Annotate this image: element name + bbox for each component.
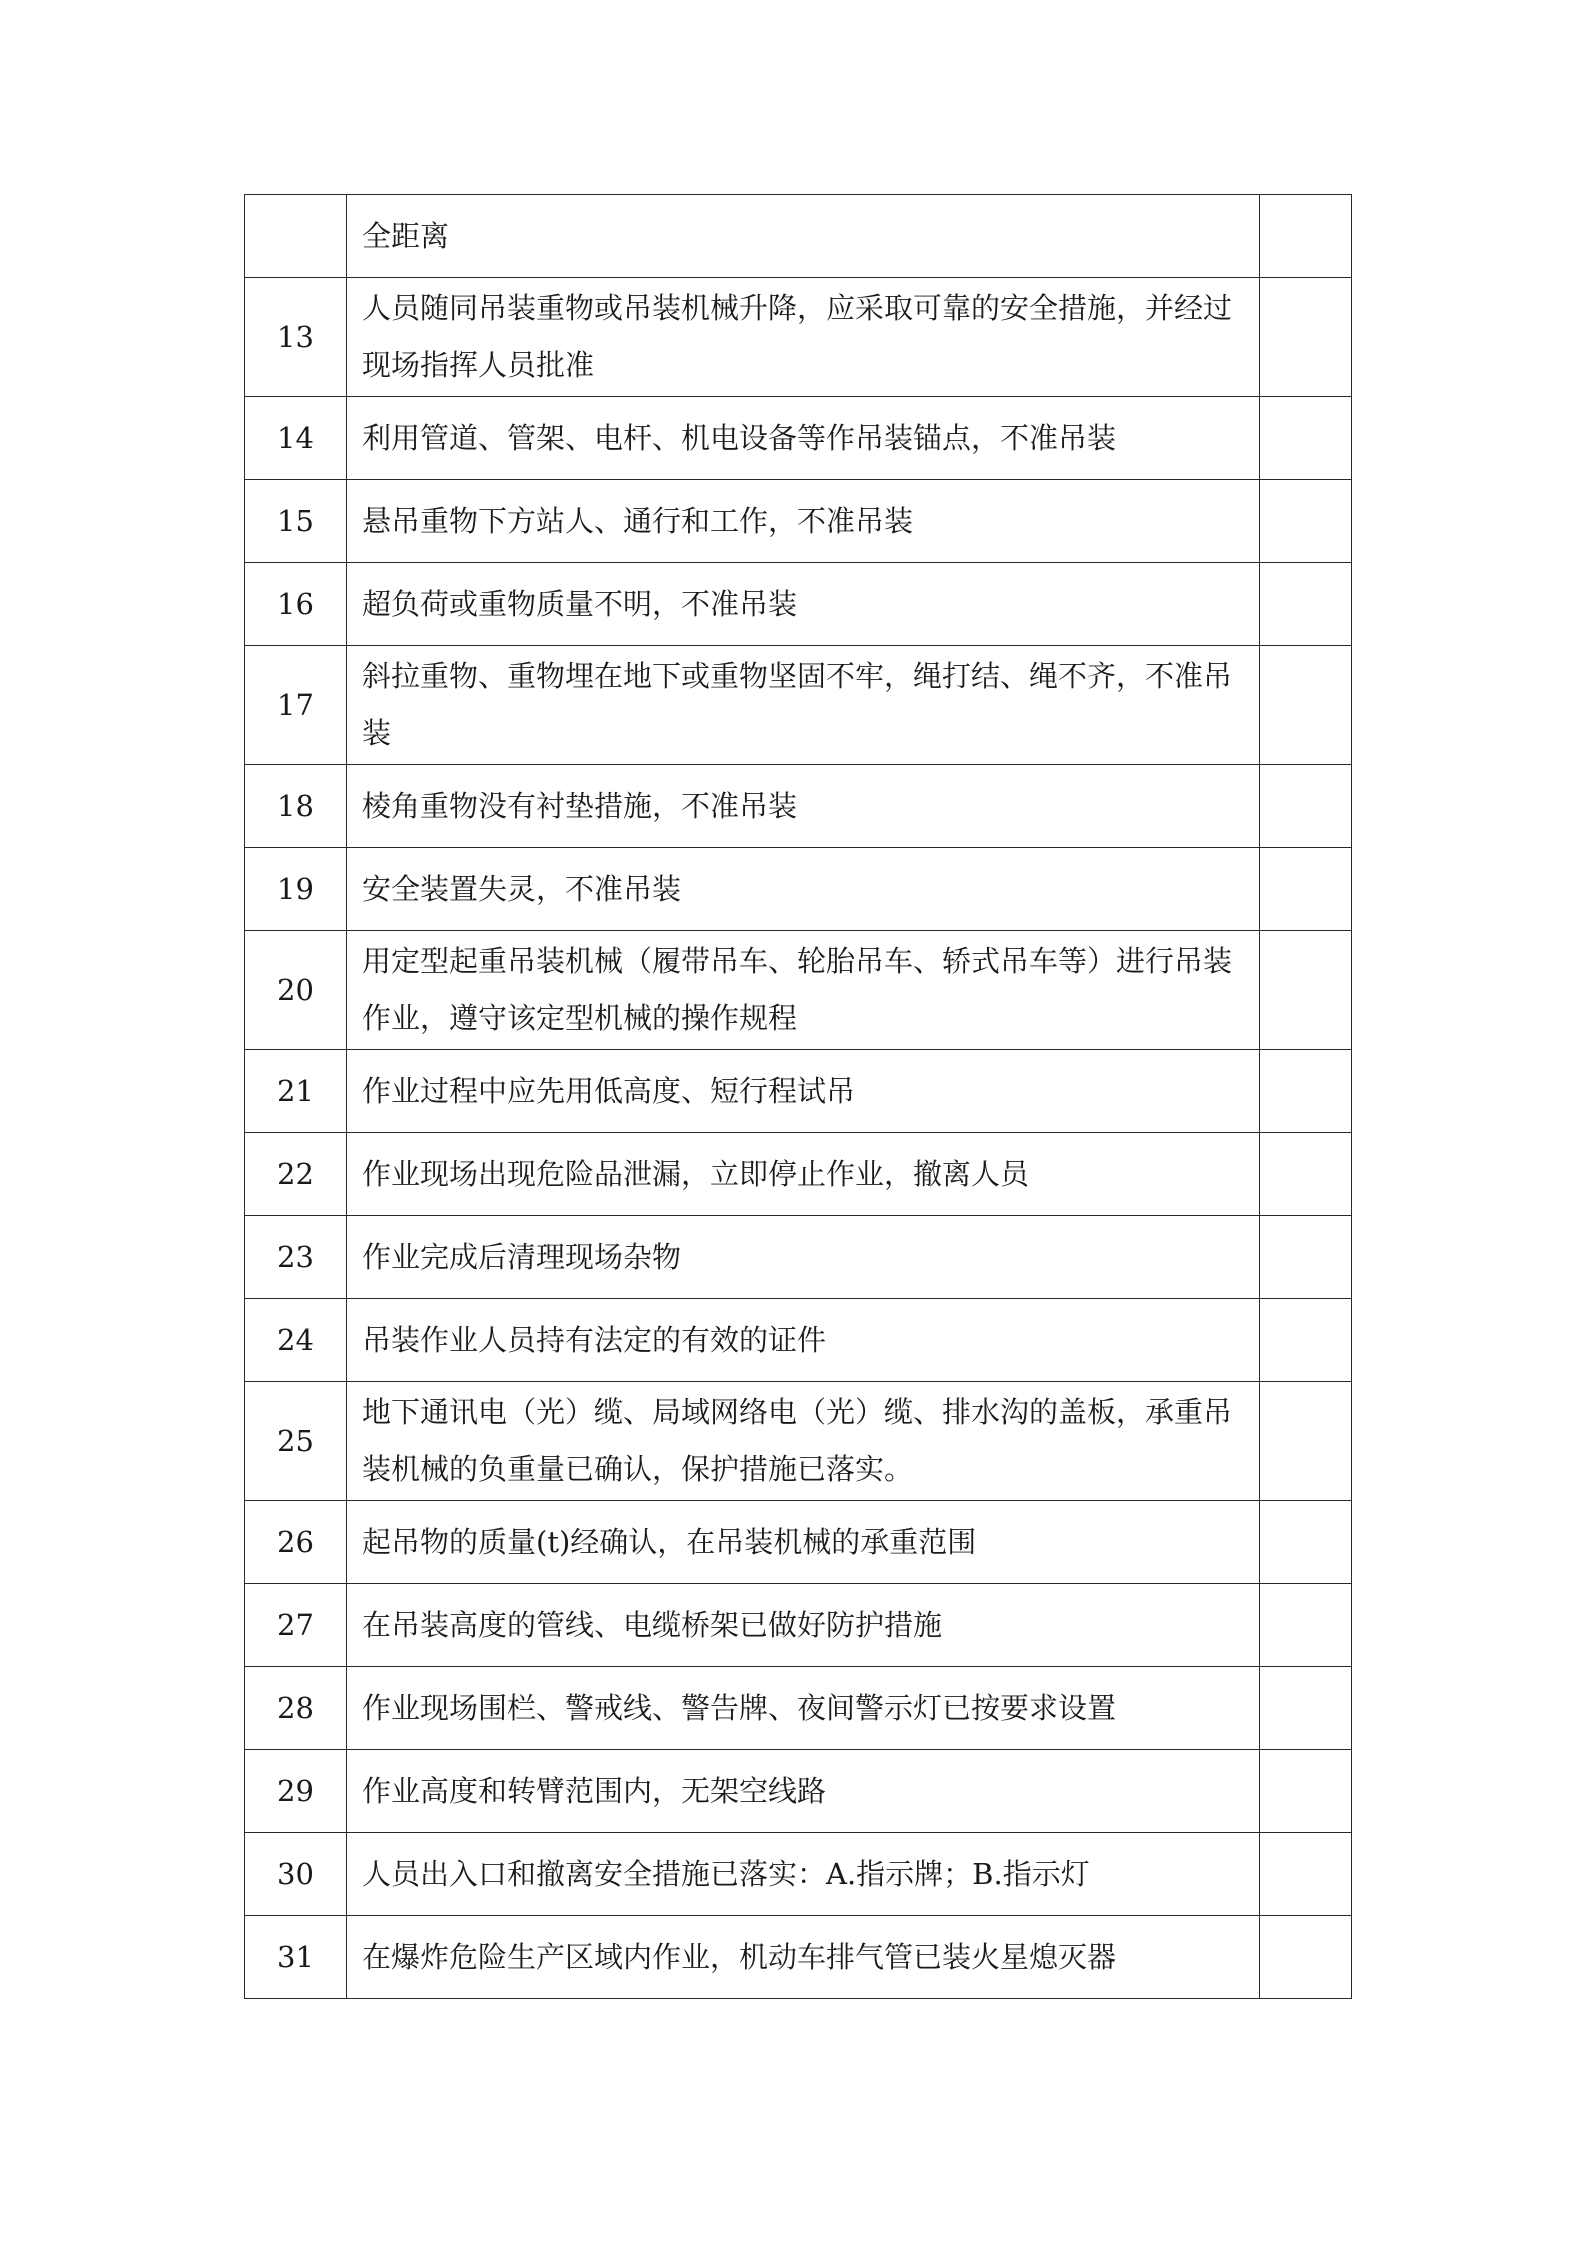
row-measure-text: 超负荷或重物质量不明，不准吊装	[347, 563, 1260, 646]
row-confirm-cell[interactable]	[1260, 646, 1352, 765]
table-row	[245, 1050, 1352, 1133]
table-row	[245, 931, 1352, 1050]
row-number: 31	[245, 1916, 347, 1999]
row-number: 26	[245, 1501, 347, 1584]
row-measure-text: 吊装作业人员持有法定的有效的证件	[347, 1299, 1260, 1382]
table-row	[245, 1501, 1352, 1584]
row-confirm-cell[interactable]	[1260, 1216, 1352, 1299]
table-row	[245, 278, 1352, 397]
row-measure-text: 人员出入口和撤离安全措施已落实：A.指示牌；B.指示灯	[347, 1833, 1260, 1916]
row-number: 30	[245, 1833, 347, 1916]
row-confirm-cell[interactable]	[1260, 931, 1352, 1050]
row-measure-text: 利用管道、管架、电杆、机电设备等作吊装锚点，不准吊装	[347, 397, 1260, 480]
table-row	[245, 1216, 1352, 1299]
row-number: 27	[245, 1584, 347, 1667]
row-number: 20	[245, 931, 347, 1050]
row-number: 13	[245, 278, 347, 397]
table-row	[245, 646, 1352, 765]
row-number: 15	[245, 480, 347, 563]
row-number: 28	[245, 1667, 347, 1750]
table-row	[245, 1382, 1352, 1501]
row-measure-text: 棱角重物没有衬垫措施，不准吊装	[347, 765, 1260, 848]
row-confirm-cell[interactable]	[1260, 1584, 1352, 1667]
table-row	[245, 1916, 1352, 1999]
row-confirm-cell[interactable]	[1260, 1833, 1352, 1916]
row-measure-text: 作业完成后清理现场杂物	[347, 1216, 1260, 1299]
row-number: 19	[245, 848, 347, 931]
row-number: 24	[245, 1299, 347, 1382]
row-number: 21	[245, 1050, 347, 1133]
table-row	[245, 765, 1352, 848]
row-measure-text: 在吊装高度的管线、电缆桥架已做好防护措施	[347, 1584, 1260, 1667]
row-number: 22	[245, 1133, 347, 1216]
row-confirm-cell[interactable]	[1260, 1750, 1352, 1833]
safety-checklist-table	[244, 194, 1352, 1999]
row-confirm-cell[interactable]	[1260, 848, 1352, 931]
table-row	[245, 1299, 1352, 1382]
row-confirm-cell[interactable]	[1260, 1916, 1352, 1999]
table-row	[245, 1584, 1352, 1667]
row-measure-text: 作业现场围栏、警戒线、警告牌、夜间警示灯已按要求设置	[347, 1667, 1260, 1750]
row-number: 16	[245, 563, 347, 646]
row-measure-text: 地下通讯电（光）缆、局域网络电（光）缆、排水沟的盖板，承重吊装机械的负重量已确认，保护措施已落实。	[347, 1382, 1260, 1501]
table-row	[245, 1833, 1352, 1916]
row-confirm-cell[interactable]	[1260, 563, 1352, 646]
table-row	[245, 1667, 1352, 1750]
row-measure-text: 安全装置失灵，不准吊装	[347, 848, 1260, 931]
row-confirm-cell[interactable]	[1260, 1299, 1352, 1382]
row-confirm-cell[interactable]	[1260, 397, 1352, 480]
table-row	[245, 563, 1352, 646]
row-confirm-cell[interactable]	[1260, 1133, 1352, 1216]
row-number: 18	[245, 765, 347, 848]
table-row	[245, 195, 1352, 278]
table-row	[245, 1133, 1352, 1216]
table-row	[245, 397, 1352, 480]
row-confirm-cell[interactable]	[1260, 1501, 1352, 1584]
row-measure-text: 在爆炸危险生产区域内作业，机动车排气管已装火星熄灭器	[347, 1916, 1260, 1999]
row-confirm-cell[interactable]	[1260, 195, 1352, 278]
row-number	[245, 195, 347, 278]
row-measure-text: 作业现场出现危险品泄漏，立即停止作业，撤离人员	[347, 1133, 1260, 1216]
row-number: 25	[245, 1382, 347, 1501]
row-confirm-cell[interactable]	[1260, 1050, 1352, 1133]
row-measure-text: 用定型起重吊装机械（履带吊车、轮胎吊车、轿式吊车等）进行吊装作业，遵守该定型机械的操作规程	[347, 931, 1260, 1050]
row-number: 14	[245, 397, 347, 480]
row-measure-text: 作业过程中应先用低高度、短行程试吊	[347, 1050, 1260, 1133]
row-measure-text: 人员随同吊装重物或吊装机械升降，应采取可靠的安全措施，并经过现场指挥人员批准	[347, 278, 1260, 397]
row-confirm-cell[interactable]	[1260, 765, 1352, 848]
table-row	[245, 480, 1352, 563]
row-number: 17	[245, 646, 347, 765]
row-number: 23	[245, 1216, 347, 1299]
row-number: 29	[245, 1750, 347, 1833]
row-confirm-cell[interactable]	[1260, 278, 1352, 397]
row-confirm-cell[interactable]	[1260, 480, 1352, 563]
row-measure-text: 作业高度和转臂范围内，无架空线路	[347, 1750, 1260, 1833]
row-measure-text: 全距离	[347, 195, 1260, 278]
table-row	[245, 1750, 1352, 1833]
row-confirm-cell[interactable]	[1260, 1382, 1352, 1501]
row-measure-text: 斜拉重物、重物埋在地下或重物坚固不牢，绳打结、绳不齐，不准吊装	[347, 646, 1260, 765]
row-measure-text: 悬吊重物下方站人、通行和工作，不准吊装	[347, 480, 1260, 563]
row-measure-text: 起吊物的质量(t)经确认，在吊装机械的承重范围	[347, 1501, 1260, 1584]
table-row	[245, 848, 1352, 931]
row-confirm-cell[interactable]	[1260, 1667, 1352, 1750]
